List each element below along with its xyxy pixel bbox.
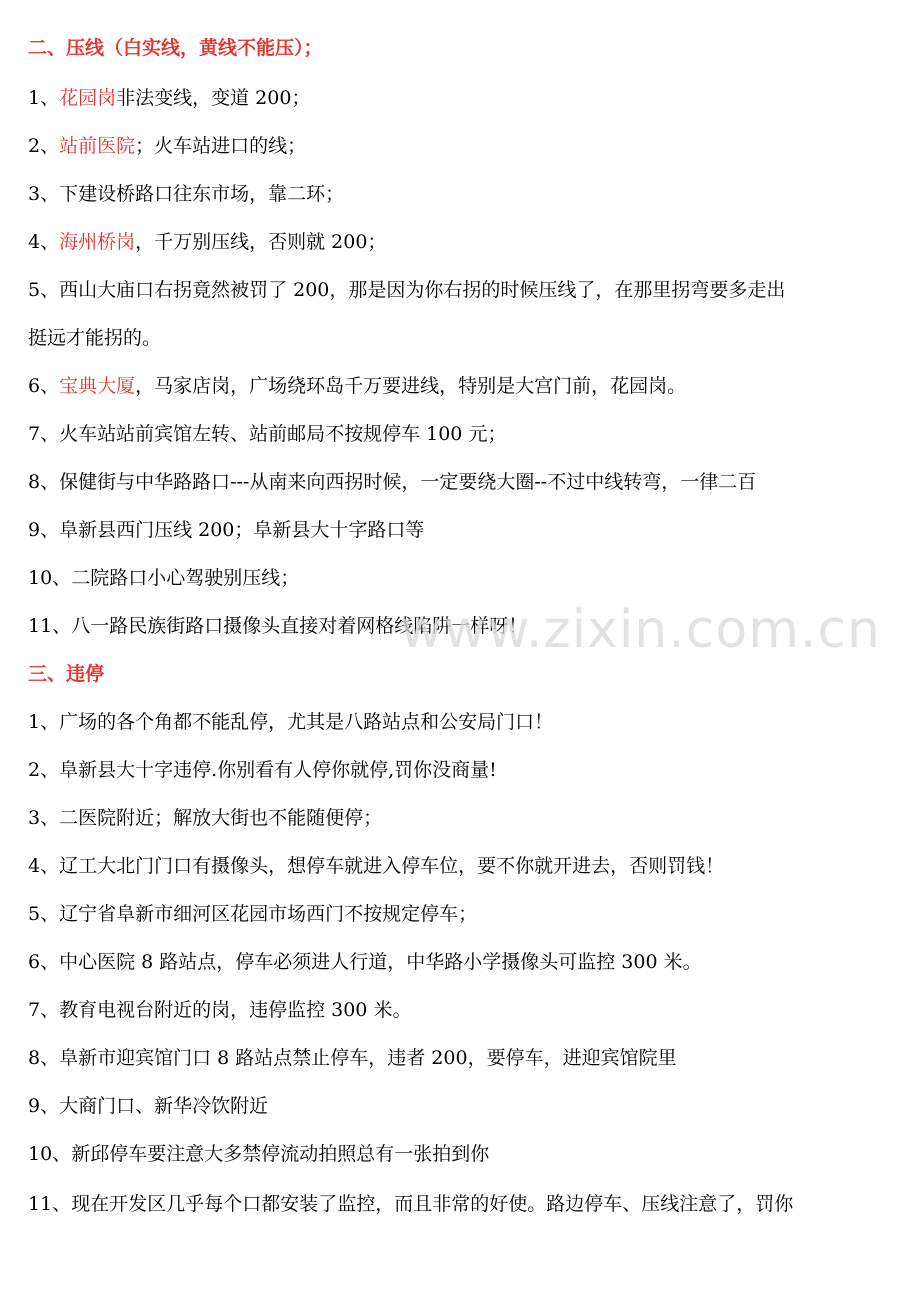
item-number: 6、 xyxy=(28,375,60,397)
item-text: 大商门口、新华冷饮附近 xyxy=(59,1095,269,1117)
list-item xyxy=(28,374,686,398)
list-item xyxy=(28,710,553,734)
list-item xyxy=(28,518,424,542)
watermark-text: www.zixin.com.cn xyxy=(400,600,881,660)
list-item xyxy=(28,1046,677,1070)
highlight-location: 宝典大厦 xyxy=(59,375,136,397)
highlight-location: 站前医院 xyxy=(59,135,136,157)
list-item xyxy=(28,950,702,974)
item-text: 二医院附近；解放大街也不能随便停； xyxy=(59,807,383,829)
item-text: 辽宁省阜新市细河区花园市场西门不按规定停车； xyxy=(59,903,478,925)
list-item xyxy=(28,806,382,830)
list-item xyxy=(28,182,344,206)
item-text: 现在开发区几乎每个口都安装了监控，而且非常的好使。路边停车、压线注意了，罚你 xyxy=(71,1193,794,1215)
item-number: 4、 xyxy=(28,855,60,877)
list-item xyxy=(28,134,306,158)
item-text: 辽工大北门门口有摄像头，想停车就进入停车位，要不你就开进去，否则罚钱！ xyxy=(59,855,725,877)
item-text: 中心医院 8 路站点，停车必须进人行道，中华路小学摄像头可监控 300 米。 xyxy=(59,951,702,973)
item-number: 7、 xyxy=(28,999,60,1021)
item-number: 3、 xyxy=(28,807,60,829)
item-number: 2、 xyxy=(28,135,60,157)
item-number: 8、 xyxy=(28,1047,60,1069)
item-text: 阜新县西门压线 200；阜新县大十字路口等 xyxy=(59,519,425,541)
item-number: 1、 xyxy=(28,711,60,733)
item-text: 新邱停车要注意大多禁停流动拍照总有一张拍到你 xyxy=(71,1143,490,1165)
section-heading-illegal-parking: 三、违停 xyxy=(28,663,105,685)
item-text: 非法变线，变道 200； xyxy=(116,87,311,109)
list-item xyxy=(28,1192,793,1216)
item-number: 4、 xyxy=(28,231,60,253)
item-text: 广场的各个角都不能乱停，尤其是八路站点和公安局门口！ xyxy=(59,711,554,733)
highlight-location: 海州桥岗 xyxy=(59,231,136,253)
item-number: 9、 xyxy=(28,519,60,541)
section-heading-line-pressing: 二、压线（白实线，黄线不能压）； xyxy=(28,37,323,59)
item-number: 3、 xyxy=(28,183,60,205)
item-text: ，马家店岗，广场绕环岛千万要进线，特别是大宫门前，花园岗。 xyxy=(135,375,687,397)
item-number: 11、 xyxy=(28,1193,72,1215)
item-text: 教育电视台附近的岗，违停监控 300 米。 xyxy=(59,999,412,1021)
item-text: ，千万别压线，否则就 200； xyxy=(135,231,387,253)
item-text: 阜新县大十字违停.你别看有人停你就停,罚你没商量! xyxy=(59,759,497,781)
list-item xyxy=(28,758,497,782)
list-item xyxy=(28,1142,489,1166)
list-item xyxy=(28,470,756,494)
item-number: 7、 xyxy=(28,423,60,445)
item-text: 八一路民族街路口摄像头直接对着网格线陷阱一样呀！ xyxy=(71,615,528,637)
item-text: 下建设桥路口往东市场，靠二环； xyxy=(59,183,345,205)
list-item-continuation xyxy=(28,326,161,350)
list-item xyxy=(28,854,724,878)
item-number: 5、 xyxy=(28,279,60,301)
item-text: 西山大庙口右拐竟然被罚了 200，那是因为你右拐的时候压线了，在那里拐弯要多走出 xyxy=(59,279,786,301)
item-number: 10、 xyxy=(28,567,72,589)
item-number: 11、 xyxy=(28,615,72,637)
list-item xyxy=(28,998,411,1022)
item-number: 6、 xyxy=(28,951,60,973)
item-text: ；火车站进口的线； xyxy=(135,135,307,157)
item-number: 10、 xyxy=(28,1143,72,1165)
highlight-location: 花园岗 xyxy=(59,87,117,109)
list-item xyxy=(28,1094,268,1118)
list-item xyxy=(28,278,785,302)
item-text: 二院路口小心驾驶别压线； xyxy=(71,567,300,589)
item-number: 5、 xyxy=(28,903,60,925)
item-number: 8、 xyxy=(28,471,60,493)
list-item xyxy=(28,902,477,926)
item-number: 1、 xyxy=(28,87,60,109)
item-text: 挺远才能拐的。 xyxy=(28,327,162,349)
list-item xyxy=(28,566,299,590)
item-number: 2、 xyxy=(28,759,60,781)
item-text: 保健街与中华路路口---从南来向西拐时候，一定要绕大圈--不过中线转弯，一律二百 xyxy=(59,471,757,493)
item-number: 9、 xyxy=(28,1095,60,1117)
item-text: 阜新市迎宾馆门口 8 路站点禁止停车，违者 200，要停车，进迎宾馆院里 xyxy=(59,1047,677,1069)
item-text: 火车站站前宾馆左转、站前邮局不按规停车 100 元； xyxy=(59,423,507,445)
list-item xyxy=(28,230,386,254)
list-item xyxy=(28,422,506,446)
list-item xyxy=(28,86,310,110)
